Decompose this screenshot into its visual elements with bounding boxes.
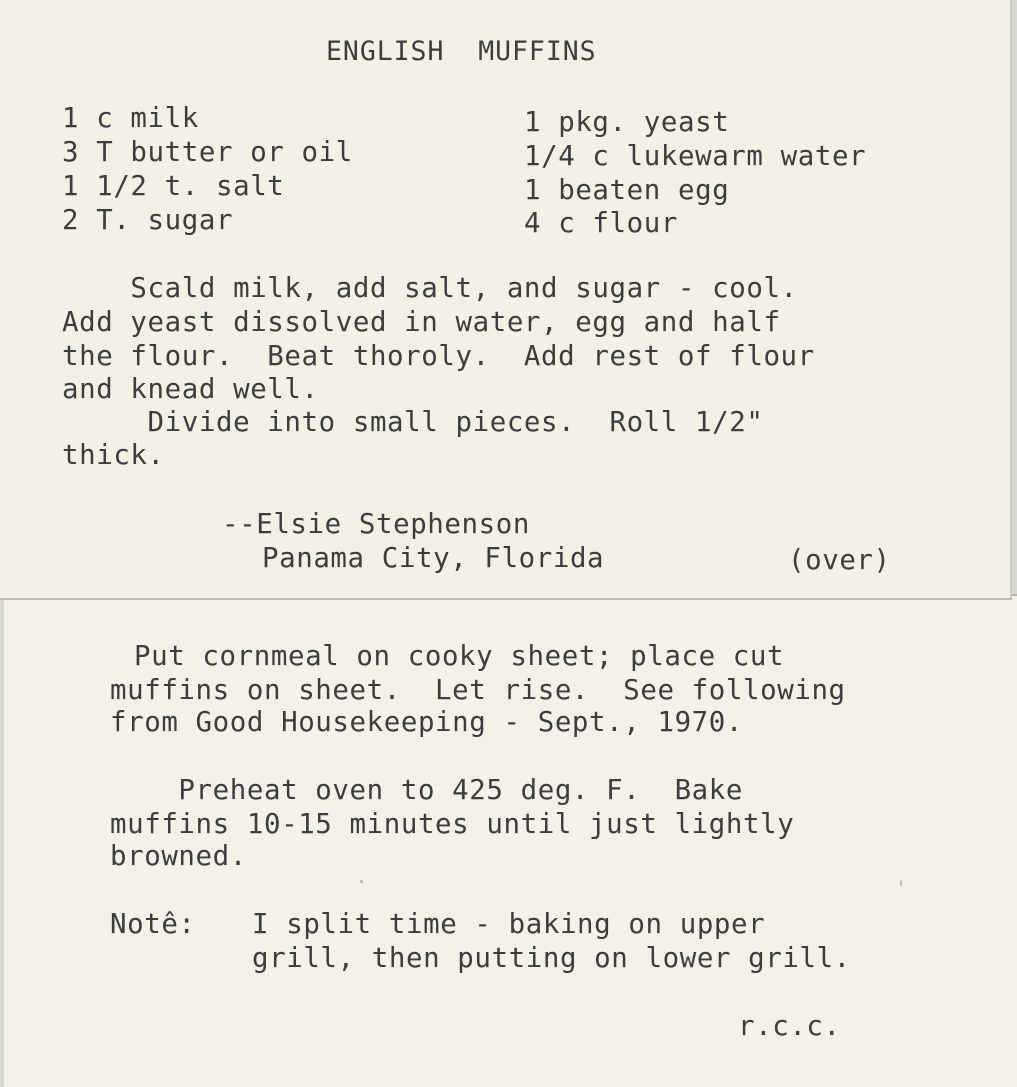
ingredient-left-4: 2 T. sugar [62,203,234,236]
ingredient-right-4: 4 c flour [524,206,678,239]
ingredient-right-2: 1/4 c lukewarm water [524,139,867,172]
ingredient-left-1: 1 c milk [62,101,199,134]
back-paragraph1-line-3: from Good Housekeeping - Sept., 1970. [110,705,744,738]
ingredient-right-1: 1 pkg. yeast [524,105,730,138]
back-paragraph2-line-2: muffins 10-15 minutes until just lightly [110,807,795,840]
directions-line-3: the flour. Beat thoroly. Add rest of flour [62,339,815,372]
note-label: Notê: [110,907,196,940]
signature-name: --Elsie Stephenson [222,507,530,540]
directions-line-5: Divide into small pieces. Roll 1/2" [62,405,764,438]
back-paragraph1-line-1: Put cornmeal on cooky sheet; place cut [134,639,785,672]
recipe-card-back [4,594,1017,1087]
directions-line-4: and knead well. [62,372,319,405]
paper-speck [900,880,902,886]
over-note: (over) [788,543,891,576]
signature-place: Panama City, Florida [262,541,605,574]
back-paragraph2-line-3: browned. [110,839,247,872]
note-line-1: I split time - baking on upper [252,907,766,940]
ingredient-left-3: 1 1/2 t. salt [62,169,285,202]
directions-line-2: Add yeast dissolved in water, egg and half [62,305,781,338]
ingredient-right-3: 1 beaten egg [524,173,730,206]
back-paragraph1-line-2: muffins on sheet. Let rise. See following [110,673,846,706]
back-paragraph2-line-1: Preheat oven to 425 deg. F. Bake [110,773,744,806]
ingredient-left-2: 3 T butter or oil [62,135,353,168]
directions-line-6: thick. [62,438,165,471]
initials: r.c.c. [738,1009,841,1042]
note-line-2: grill, then putting on lower grill. [252,941,851,974]
paper-speck [360,880,363,883]
recipe-title: ENGLISH MUFFINS [326,36,597,67]
directions-line-1: Scald milk, add salt, and sugar - cool. [62,271,798,304]
